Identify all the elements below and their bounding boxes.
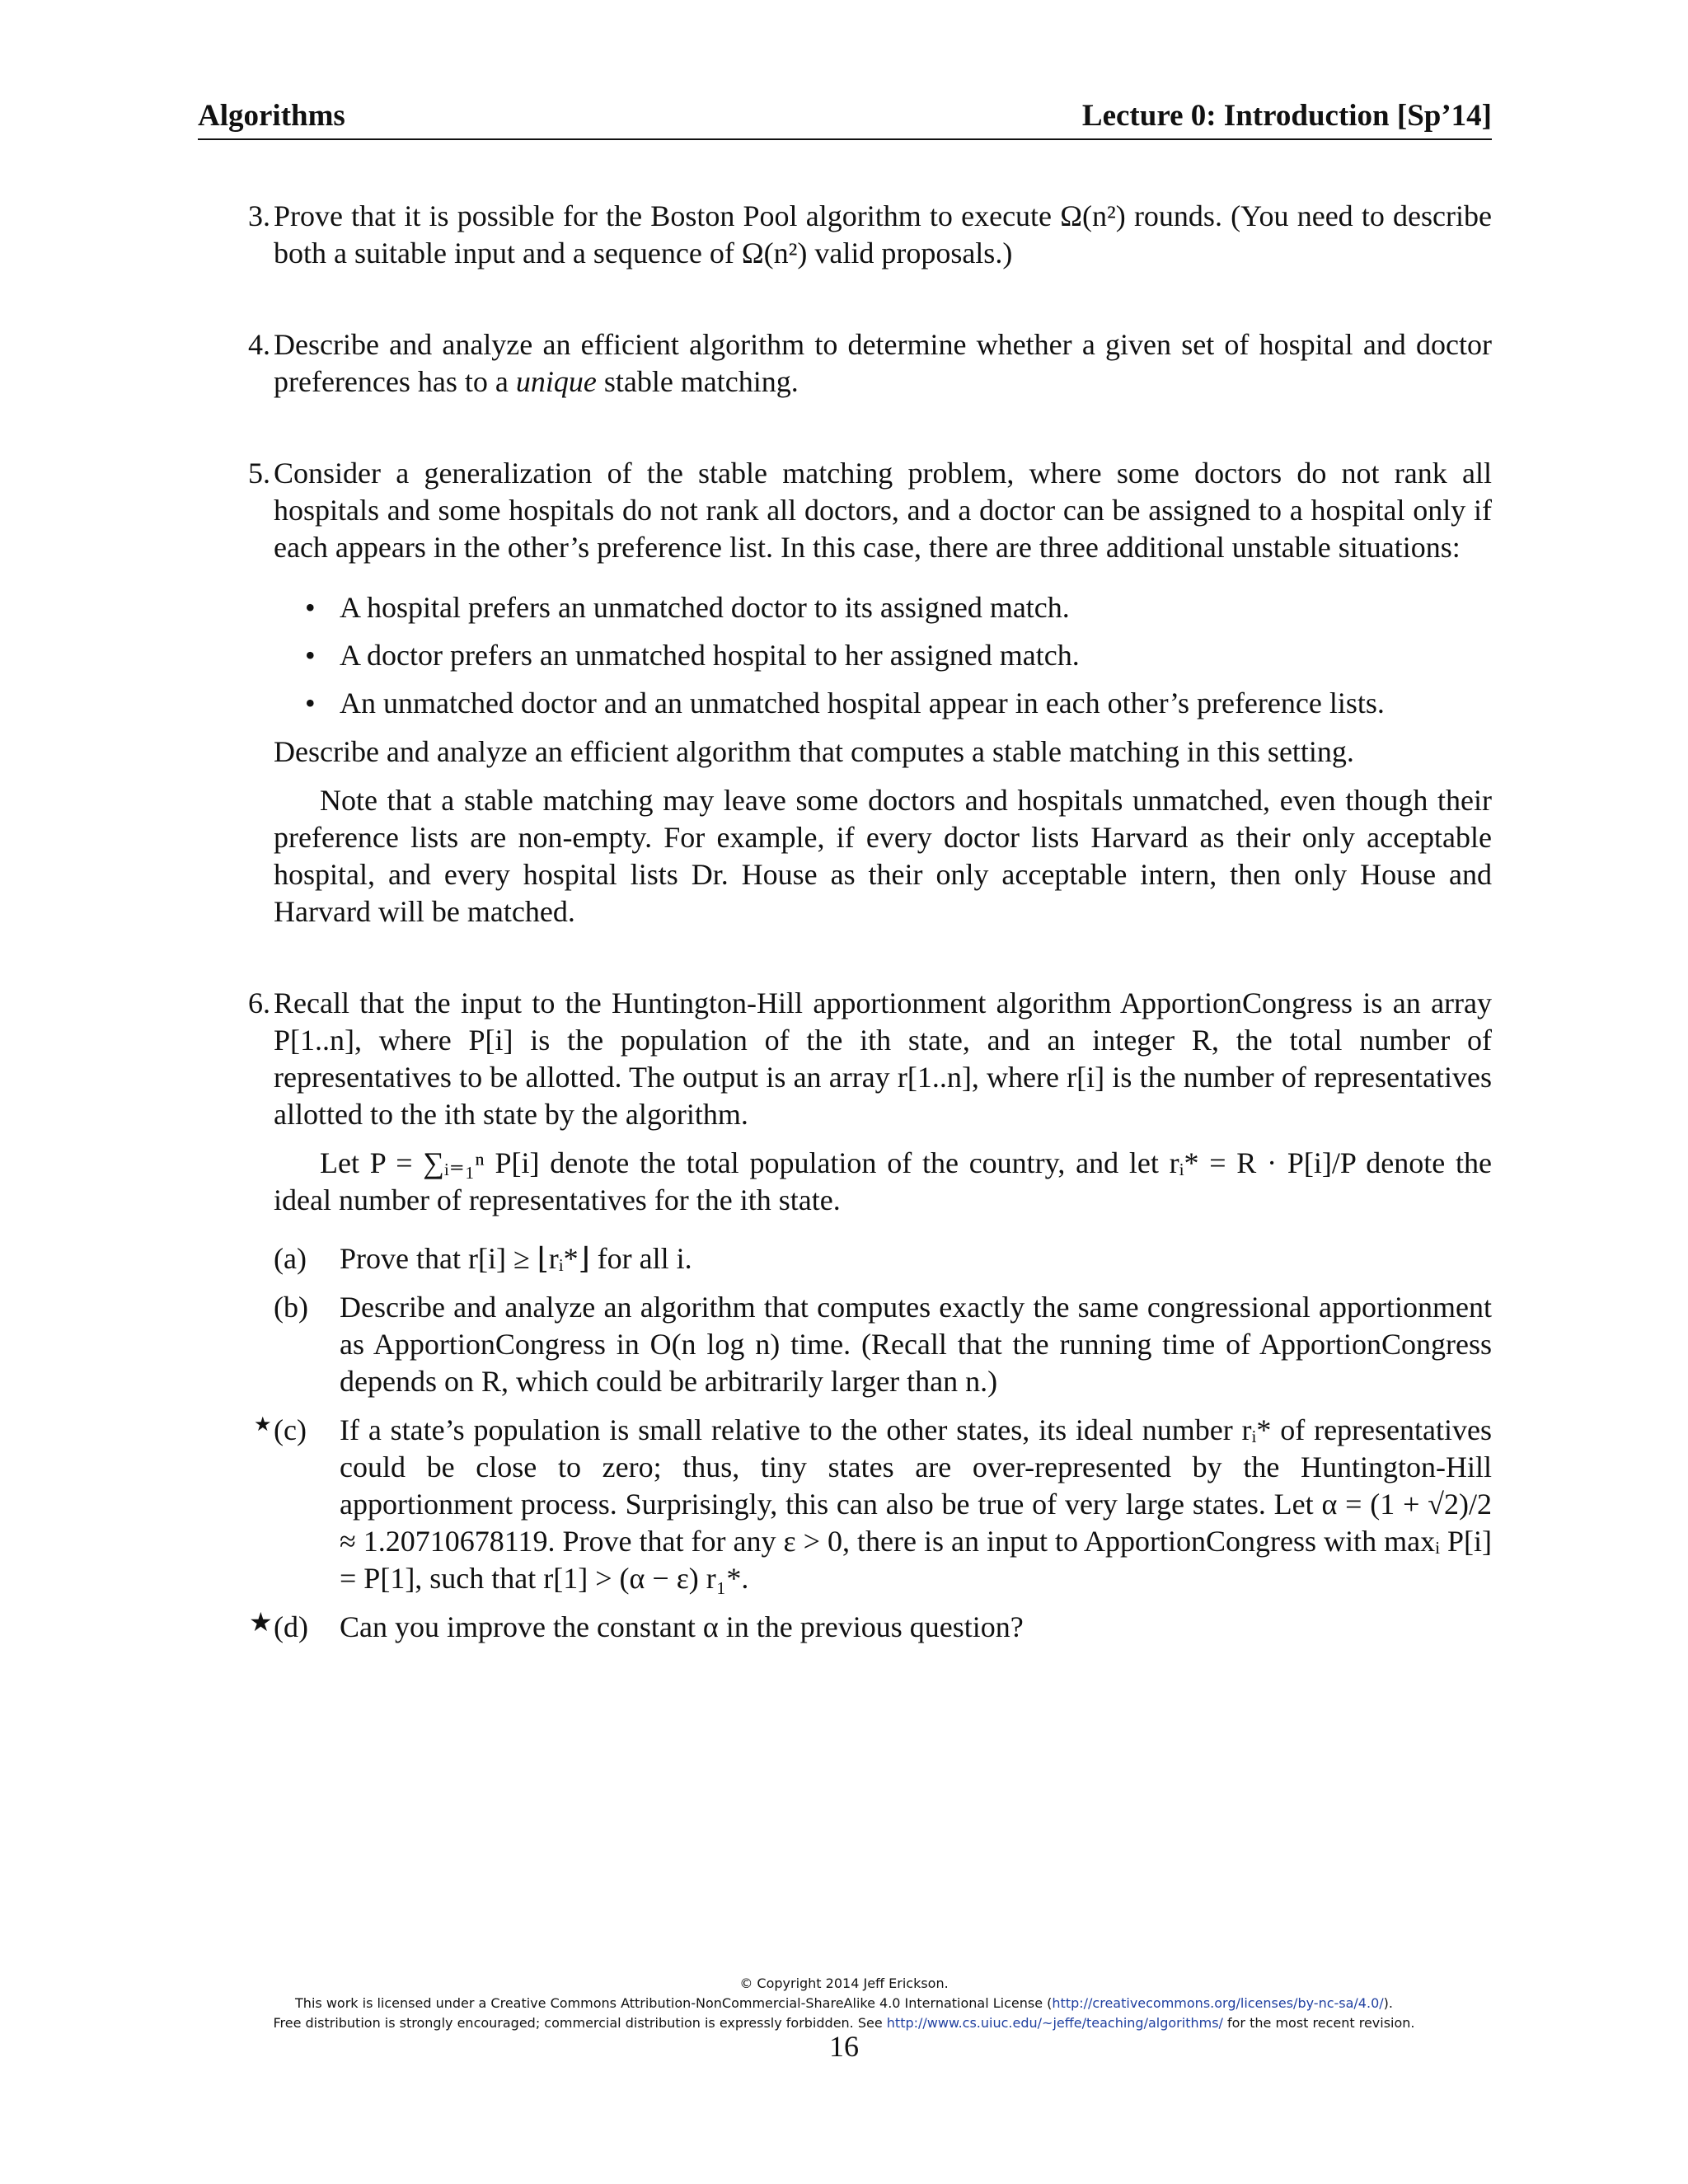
text-segment: for the most recent revision. (1222, 2015, 1415, 2031)
star-icon: ★ (254, 1414, 272, 1436)
problem-list (198, 198, 1492, 1657)
course-link[interactable]: http://www.cs.uiuc.edu/~jeffe/teaching/algorithms/ (886, 2015, 1223, 2031)
license-line (0, 1994, 1688, 2013)
text-segment: stable matching. (596, 365, 799, 398)
text-segment: This work is licensed under a Creative Commons Attribution-NonCommercial-ShareAlike 4.0 International License ( (295, 1995, 1053, 2011)
list-item (305, 637, 1492, 674)
subpart-label: (a) (274, 1242, 307, 1275)
header-course-title: Algorithms (198, 99, 345, 133)
subpart-label: (d) (274, 1610, 308, 1643)
header-rule (198, 138, 1492, 140)
text-segment: ). (1383, 1995, 1393, 2011)
bullet-icon: • (305, 687, 316, 719)
running-header (198, 97, 1492, 135)
subpart-b (274, 1289, 1492, 1400)
subpart-c (254, 1412, 1492, 1597)
license-link[interactable]: http://creativecommons.org/licenses/by-nc-sa/4.0/ (1052, 1995, 1384, 2011)
problem-definition: Let P = ∑ᵢ₌₁ⁿ P[i] denote the total population of the country, and let rᵢ* = R · P[i]/P denote the ideal number of representatives for the ith state. (274, 1146, 1492, 1216)
emphasis: unique (515, 365, 597, 398)
subpart-a (274, 1240, 1492, 1277)
problem-6 (198, 985, 1492, 1646)
problem-task: Describe and analyze an efficient algorithm that computes a stable matching in this setting. (274, 735, 1354, 768)
problem-text: Prove that it is possible for the Boston Pool algorithm to execute Ω(n²) rounds. (You need to describe both a suitable input and a sequence of Ω(n²) valid proposals.) (274, 199, 1492, 269)
subpart-text: If a state’s population is small relative to the other states, its ideal number rᵢ* of representatives could be close to zero; thus, tiny states are over-represented by the Huntington-Hill apportionment process. Surprisingly, this can also be true of very large states. Let α = (1 + √2)/2 ≈ 1.20710678119. Prove that for any ε > 0, there is an input to ApportionCongress with maxᵢ P[i] = P[1], such that r[1] > (α − ε) r₁*. (340, 1413, 1492, 1595)
subpart-text: Describe and analyze an algorithm that computes exactly the same congressional apportionment as ApportionCongress in O(n log n) time. (Recall that the running time of ApportionCongress depends on R, which could be arbitrarily larger than n.) (340, 1291, 1492, 1398)
problem-number: 6. (248, 987, 270, 1019)
star-icon: ★ (249, 1607, 273, 1637)
text-segment: Describe and analyze an efficient algorithm to determine whether a given set of hospital and doctor preferences has to a (274, 328, 1492, 398)
problem-note: Note that a stable matching may leave some doctors and hospitals unmatched, even though their preference lists are non-empty. For example, if every doctor lists Harvard as their only acceptable hospital, and every hospital lists Dr. House as their only acceptable intern, then only House and Harvard will be matched. (274, 784, 1492, 928)
footer (0, 1974, 1688, 2033)
subpart-text: Prove that r[i] ≥ ⌊rᵢ*⌋ for all i. (340, 1242, 692, 1275)
problem-number: 5. (248, 457, 270, 490)
bullet-list (274, 589, 1492, 722)
subpart-list (249, 1240, 1492, 1646)
header-lecture-title: Lecture 0: Introduction [Sp’14] (1081, 99, 1492, 133)
problem-4 (198, 326, 1492, 401)
problem-number: 3. (248, 199, 270, 232)
bullet-icon: • (305, 591, 316, 624)
bullet-icon: • (305, 639, 316, 672)
page-number: 16 (829, 2030, 859, 2063)
problem-3 (198, 198, 1492, 272)
text-segment: Free distribution is strongly encouraged; commercial distribution is expressly forbidden. See (273, 2015, 887, 2031)
subpart-text: Can you improve the constant α in the previous question? (340, 1610, 1024, 1643)
subpart-label: (b) (274, 1291, 308, 1324)
subpart-d (249, 1607, 1492, 1646)
problem-number: 4. (248, 328, 270, 361)
list-item-text: A hospital prefers an unmatched doctor to its assigned match. (340, 591, 1070, 624)
list-item-text: An unmatched doctor and an unmatched hospital appear in each other’s preference lists. (340, 687, 1385, 719)
list-item-text: A doctor prefers an unmatched hospital to her assigned match. (340, 639, 1080, 672)
subpart-label: (c) (274, 1413, 307, 1446)
problem-5 (198, 455, 1492, 930)
problem-text (274, 326, 1492, 401)
problem-intro: Recall that the input to the Huntington-Hill apportionment algorithm ApportionCongress is an array P[1..n], where P[i] is the population of the ith state, and an integer R, the total number of representatives to be allotted. The output is an array r[1..n], where r[i] is the number of representatives allotted to the ith state by the algorithm. (274, 987, 1492, 1131)
problem-intro: Consider a generalization of the stable matching problem, where some doctors do not rank all hospitals and some hospitals do not rank all doctors, and a doctor can be assigned to a hospital only if each appears in the other’s preference list. In this case, there are three additional unstable situations: (274, 457, 1492, 564)
list-item (305, 685, 1492, 722)
list-item (305, 589, 1492, 626)
copyright-line: © Copyright 2014 Jeff Erickson. (739, 1975, 949, 1991)
